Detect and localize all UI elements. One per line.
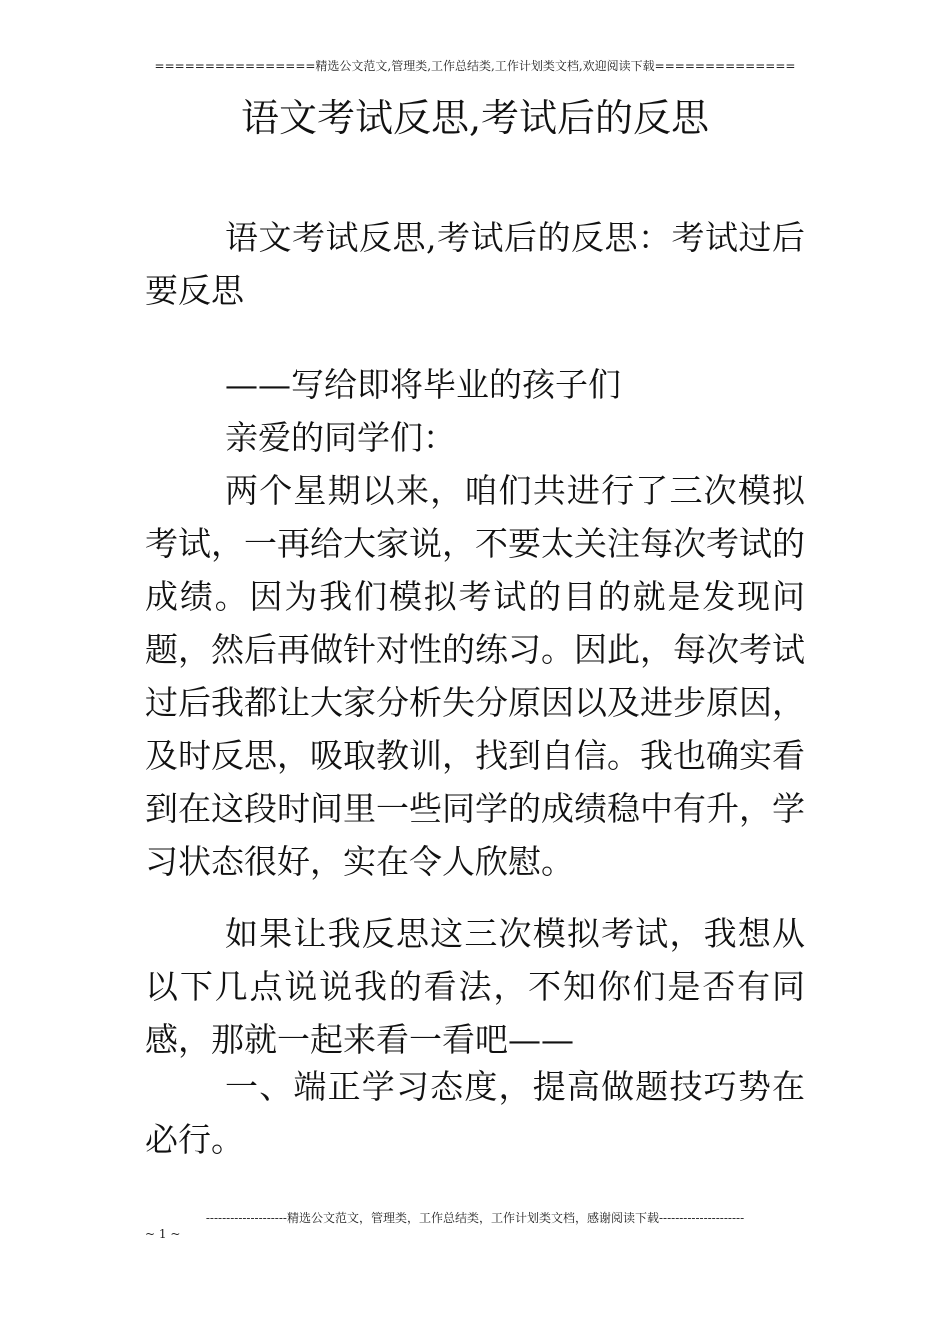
section-heading-paragraph: 一、端正学习态度，提高做题技巧势在必行。 bbox=[145, 1067, 805, 1159]
document-title: 语文考试反思,考试后的反思 bbox=[240, 96, 710, 140]
body-paragraph: 两个星期以来，咱们共进行了三次模拟考试，一再给大家说，不要太关注每次考试的成绩。因为我们模拟考试的目的就是发现问题，然后再做针对性的练习。因此，每次考试过后我都让大家分析失分原因以及进步原因，及时反思，吸取教训，找到自信。我也确实看到在这段时间里一些同学的成绩稳中有升，学习状态很好，实在令人欣慰。 bbox=[145, 471, 805, 881]
dedication-line: ——写给即将毕业的孩子们 bbox=[225, 365, 621, 404]
header-banner: ================精选公文范文,管理类,工作总结类,工作计划类文档,欢迎阅读下载============== bbox=[154, 59, 796, 73]
footer-banner: --------------------精选公文范文，管理类，工作总结类，工作计划类文档，感谢阅读下载--------------------- bbox=[205, 1211, 745, 1225]
document-subtitle: 语文考试反思,考试后的反思：考试过后要反思 bbox=[145, 218, 805, 310]
greeting-line: 亲爱的同学们： bbox=[225, 418, 456, 457]
body-paragraph: 如果让我反思这三次模拟考试，我想从以下几点说说我的看法，不知你们是否有同感，那就一起来看一看吧—— bbox=[145, 914, 805, 1059]
page-number: ~ 1 ~ bbox=[145, 1227, 181, 1241]
